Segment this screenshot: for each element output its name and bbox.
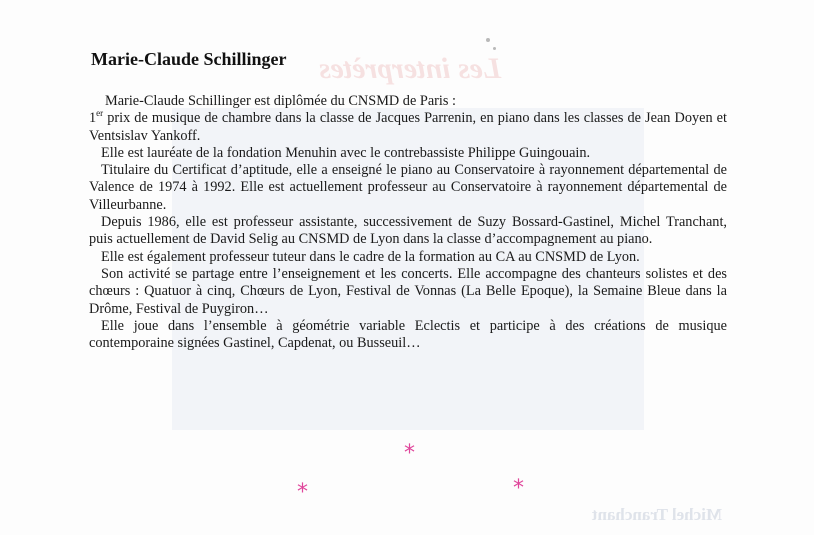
bio-paragraph: Elle est également professeur tuteur dans le cadre de la formation au CA au CNSMD de Lyon. (101, 248, 640, 265)
bio-paragraph: Elle joue dans l’ensemble à géométrie variable Eclectis et participe à des créations de musique contemporaine signées Gastinel, Capdenat, ou Busseuil… (89, 317, 727, 352)
prize-text: prix de musique de chambre dans la classe de Jacques Parrenin, en piano dans les classes de Jean Doyen et Ventsislav Yankoff. (89, 110, 727, 144)
show-through-title: Les interprètes (318, 52, 502, 85)
bio-paragraph: Son activité se partage entre l’enseignement et les concerts. Elle accompagne des chanteurs solistes et des chœurs : Quatuor à cinq, Chœurs de Lyon, Festival de Vonnas (La Belle Epoque), la Semaine Bleue dans la Drôme, Festival de Puygiron… (89, 265, 727, 317)
scan-speck (486, 38, 490, 42)
bio-paragraph: Titulaire du Certificat d’aptitude, elle a enseigné le piano au Conservatoire à rayonnement départemental de Valence de 1974 à 1992. Elle est actuellement professeur au Conservatoire à rayonnement départemental de Villeurbanne. (89, 162, 727, 213)
decorative-star-icon: * (404, 441, 415, 466)
decorative-star-icon: * (297, 480, 308, 505)
page-title: Marie-Claude Schillinger (91, 49, 287, 69)
bio-intro: Marie-Claude Schillinger est diplômée du CNSMD de Paris : (105, 93, 457, 109)
bio-paragraph: Elle est lauréate de la fondation Menuhin avec le contrebassiste Philippe Guingouain. (101, 144, 591, 161)
prize-ordinal: 1 (89, 110, 97, 127)
biography-section (89, 48, 727, 352)
bio-paragraph: Depuis 1986, elle est professeur assistante, successivement de Suzy Bossard-Gastinel, Michel Tranchant, puis actuellement de David Selig au CNSMD de Lyon dans la classe d’accompagnement au piano. (89, 214, 727, 248)
prize-ordinal-suffix: er (96, 108, 104, 119)
biography-text (89, 93, 727, 352)
decorative-star-icon: * (513, 476, 524, 501)
show-through-footer: Michel Tranchant (591, 505, 722, 524)
bio-prize (89, 110, 727, 145)
